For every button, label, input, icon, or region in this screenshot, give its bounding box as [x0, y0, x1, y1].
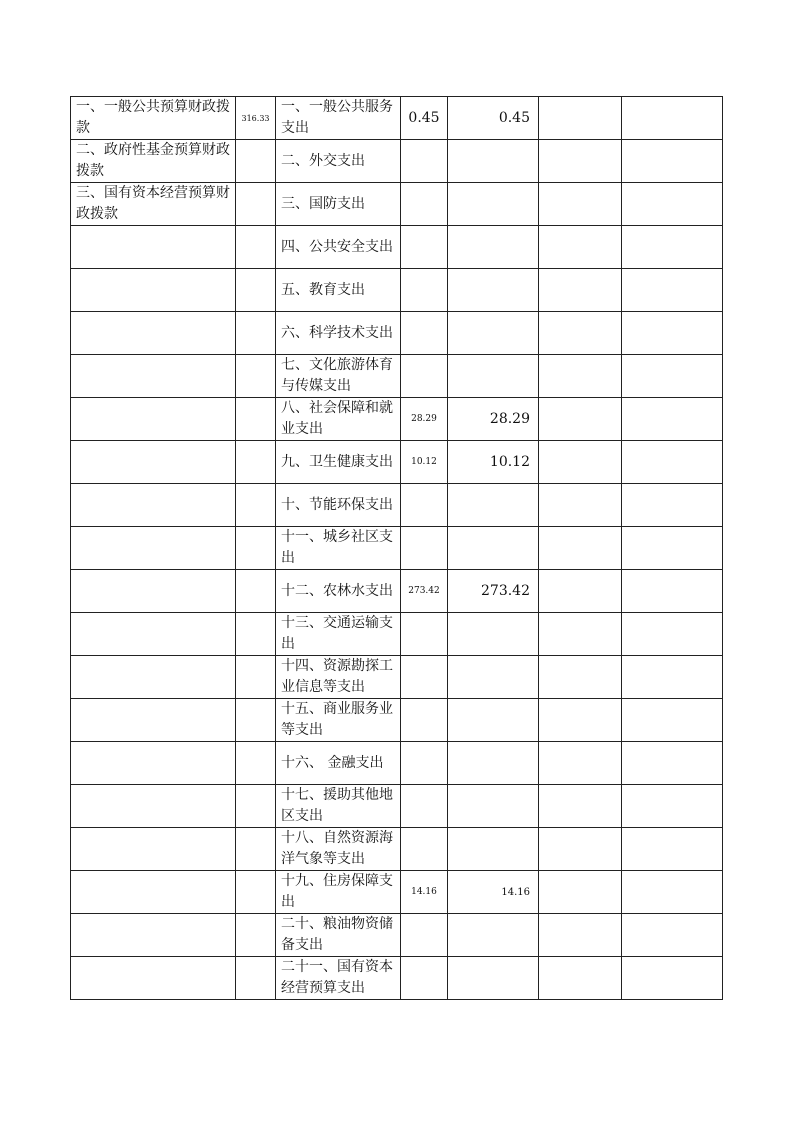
- income-item-cell: [71, 699, 236, 742]
- table-row: [71, 785, 723, 828]
- expense-item-cell: 一、一般公共服务支出: [276, 97, 401, 140]
- income-item-cell: [71, 527, 236, 570]
- expense-total-cell: [401, 742, 448, 785]
- expense-fund-budget-cell: [539, 785, 622, 828]
- expense-item-cell: 十六、 金融支出: [276, 742, 401, 785]
- expense-general-budget-cell: [448, 355, 539, 398]
- income-item-cell: [71, 656, 236, 699]
- expense-total-cell: [401, 527, 448, 570]
- income-item-cell: [71, 484, 236, 527]
- expense-state-capital-cell: [622, 742, 723, 785]
- expense-fund-budget-cell: [539, 613, 622, 656]
- income-item-cell: [71, 828, 236, 871]
- income-item-cell: [71, 914, 236, 957]
- income-amount-cell: [236, 183, 276, 226]
- expense-fund-budget-cell: [539, 312, 622, 355]
- expense-total-cell: 14.16: [401, 871, 448, 914]
- expense-general-budget-cell: [448, 484, 539, 527]
- expense-item-cell: 九、卫生健康支出: [276, 441, 401, 484]
- expense-item-cell: 十九、住房保障支出: [276, 871, 401, 914]
- expense-fund-budget-cell: [539, 398, 622, 441]
- income-amount-cell: [236, 613, 276, 656]
- income-amount-cell: [236, 742, 276, 785]
- expense-state-capital-cell: [622, 957, 723, 1000]
- expense-fund-budget-cell: [539, 355, 622, 398]
- expense-general-budget-cell: [448, 269, 539, 312]
- expense-general-budget-cell: 10.12: [448, 441, 539, 484]
- income-item-cell: [71, 742, 236, 785]
- table-row: [71, 527, 723, 570]
- expense-state-capital-cell: [622, 226, 723, 269]
- expense-item-cell: 十五、商业服务业等支出: [276, 699, 401, 742]
- expense-total-cell: 273.42: [401, 570, 448, 613]
- table-row: [71, 97, 723, 140]
- income-amount-cell: [236, 656, 276, 699]
- expense-fund-budget-cell: [539, 527, 622, 570]
- expense-state-capital-cell: [622, 914, 723, 957]
- expense-general-budget-cell: 0.45: [448, 97, 539, 140]
- expense-item-cell: 十三、交通运输支出: [276, 613, 401, 656]
- income-amount-cell: [236, 398, 276, 441]
- table-row: [71, 441, 723, 484]
- expense-general-budget-cell: [448, 613, 539, 656]
- income-amount-cell: [236, 527, 276, 570]
- expense-item-cell: 十四、资源勘探工业信息等支出: [276, 656, 401, 699]
- expense-item-cell: 六、科学技术支出: [276, 312, 401, 355]
- expense-item-cell: 十七、援助其他地区支出: [276, 785, 401, 828]
- expense-state-capital-cell: [622, 269, 723, 312]
- table-row: [71, 828, 723, 871]
- expense-item-cell: 七、文化旅游体育与传媒支出: [276, 355, 401, 398]
- expense-total-cell: [401, 183, 448, 226]
- expense-general-budget-cell: [448, 828, 539, 871]
- income-item-cell: [71, 312, 236, 355]
- income-amount-cell: [236, 140, 276, 183]
- expense-general-budget-cell: [448, 656, 539, 699]
- table-row: [71, 398, 723, 441]
- income-item-cell: [71, 957, 236, 1000]
- expense-total-cell: [401, 914, 448, 957]
- table-row: [71, 656, 723, 699]
- expense-total-cell: 28.29: [401, 398, 448, 441]
- income-item-cell: [71, 226, 236, 269]
- income-amount-cell: [236, 871, 276, 914]
- expense-fund-budget-cell: [539, 441, 622, 484]
- expense-general-budget-cell: [448, 957, 539, 1000]
- expense-fund-budget-cell: [539, 183, 622, 226]
- expense-item-cell: 十一、城乡社区支出: [276, 527, 401, 570]
- income-amount-cell: [236, 914, 276, 957]
- expense-general-budget-cell: [448, 140, 539, 183]
- expense-general-budget-cell: [448, 699, 539, 742]
- expense-state-capital-cell: [622, 699, 723, 742]
- table-row: [71, 312, 723, 355]
- table-row: [71, 699, 723, 742]
- income-amount-cell: [236, 570, 276, 613]
- expense-fund-budget-cell: [539, 140, 622, 183]
- expense-state-capital-cell: [622, 613, 723, 656]
- income-amount-cell: [236, 441, 276, 484]
- income-amount-cell: [236, 957, 276, 1000]
- expense-item-cell: 二十、粮油物资储备支出: [276, 914, 401, 957]
- expense-fund-budget-cell: [539, 269, 622, 312]
- income-amount-cell: 316.33: [236, 97, 276, 140]
- expense-fund-budget-cell: [539, 699, 622, 742]
- table-row: [71, 226, 723, 269]
- expense-total-cell: [401, 312, 448, 355]
- income-amount-cell: [236, 355, 276, 398]
- expense-state-capital-cell: [622, 97, 723, 140]
- expense-fund-budget-cell: [539, 484, 622, 527]
- income-item-cell: 二、政府性基金预算财政拨款: [71, 140, 236, 183]
- expense-item-cell: 十、节能环保支出: [276, 484, 401, 527]
- expense-general-budget-cell: [448, 312, 539, 355]
- expense-total-cell: [401, 785, 448, 828]
- expense-general-budget-cell: [448, 914, 539, 957]
- expense-state-capital-cell: [622, 398, 723, 441]
- income-item-cell: [71, 441, 236, 484]
- expense-fund-budget-cell: [539, 97, 622, 140]
- expense-total-cell: 10.12: [401, 441, 448, 484]
- expense-item-cell: 四、公共安全支出: [276, 226, 401, 269]
- budget-table-body: [71, 97, 723, 1000]
- expense-state-capital-cell: [622, 828, 723, 871]
- income-amount-cell: [236, 828, 276, 871]
- expense-state-capital-cell: [622, 570, 723, 613]
- expense-state-capital-cell: [622, 441, 723, 484]
- table-row: [71, 140, 723, 183]
- expense-general-budget-cell: [448, 785, 539, 828]
- income-item-cell: [71, 269, 236, 312]
- expense-total-cell: [401, 656, 448, 699]
- income-amount-cell: [236, 269, 276, 312]
- expense-general-budget-cell: 273.42: [448, 570, 539, 613]
- income-amount-cell: [236, 484, 276, 527]
- expense-general-budget-cell: 28.29: [448, 398, 539, 441]
- income-item-cell: [71, 355, 236, 398]
- expense-state-capital-cell: [622, 527, 723, 570]
- expense-state-capital-cell: [622, 785, 723, 828]
- expense-item-cell: 三、国防支出: [276, 183, 401, 226]
- expense-general-budget-cell: [448, 527, 539, 570]
- expense-total-cell: [401, 484, 448, 527]
- expense-item-cell: 八、社会保障和就业支出: [276, 398, 401, 441]
- income-amount-cell: [236, 785, 276, 828]
- income-item-cell: [71, 398, 236, 441]
- budget-table: [70, 96, 723, 1000]
- expense-fund-budget-cell: [539, 656, 622, 699]
- table-row: [71, 957, 723, 1000]
- income-item-cell: [71, 785, 236, 828]
- expense-fund-budget-cell: [539, 828, 622, 871]
- expense-fund-budget-cell: [539, 914, 622, 957]
- expense-state-capital-cell: [622, 183, 723, 226]
- table-row: [71, 183, 723, 226]
- expense-item-cell: 二十一、国有资本经营预算支出: [276, 957, 401, 1000]
- expense-general-budget-cell: [448, 742, 539, 785]
- expense-total-cell: [401, 957, 448, 1000]
- expense-item-cell: 十二、农林水支出: [276, 570, 401, 613]
- income-item-cell: 三、国有资本经营预算财政拨款: [71, 183, 236, 226]
- expense-state-capital-cell: [622, 656, 723, 699]
- expense-fund-budget-cell: [539, 742, 622, 785]
- expense-state-capital-cell: [622, 355, 723, 398]
- income-item-cell: [71, 613, 236, 656]
- expense-item-cell: 二、外交支出: [276, 140, 401, 183]
- income-item-cell: 一、一般公共预算财政拨款: [71, 97, 236, 140]
- expense-total-cell: [401, 613, 448, 656]
- income-amount-cell: [236, 699, 276, 742]
- table-row: [71, 355, 723, 398]
- income-item-cell: [71, 871, 236, 914]
- expense-total-cell: [401, 140, 448, 183]
- expense-fund-budget-cell: [539, 226, 622, 269]
- expense-total-cell: [401, 828, 448, 871]
- expense-state-capital-cell: [622, 312, 723, 355]
- expense-item-cell: 十八、自然资源海洋气象等支出: [276, 828, 401, 871]
- expense-general-budget-cell: 14.16: [448, 871, 539, 914]
- expense-total-cell: [401, 699, 448, 742]
- expense-total-cell: [401, 226, 448, 269]
- expense-fund-budget-cell: [539, 570, 622, 613]
- table-row: [71, 742, 723, 785]
- expense-fund-budget-cell: [539, 871, 622, 914]
- table-row: [71, 570, 723, 613]
- table-row: [71, 914, 723, 957]
- income-amount-cell: [236, 312, 276, 355]
- expense-item-cell: 五、教育支出: [276, 269, 401, 312]
- expense-general-budget-cell: [448, 183, 539, 226]
- expense-total-cell: 0.45: [401, 97, 448, 140]
- expense-total-cell: [401, 355, 448, 398]
- table-row: [71, 484, 723, 527]
- expense-state-capital-cell: [622, 871, 723, 914]
- expense-state-capital-cell: [622, 140, 723, 183]
- expense-fund-budget-cell: [539, 957, 622, 1000]
- table-row: [71, 269, 723, 312]
- income-item-cell: [71, 570, 236, 613]
- expense-total-cell: [401, 269, 448, 312]
- expense-general-budget-cell: [448, 226, 539, 269]
- table-row: [71, 613, 723, 656]
- expense-state-capital-cell: [622, 484, 723, 527]
- table-row: [71, 871, 723, 914]
- income-amount-cell: [236, 226, 276, 269]
